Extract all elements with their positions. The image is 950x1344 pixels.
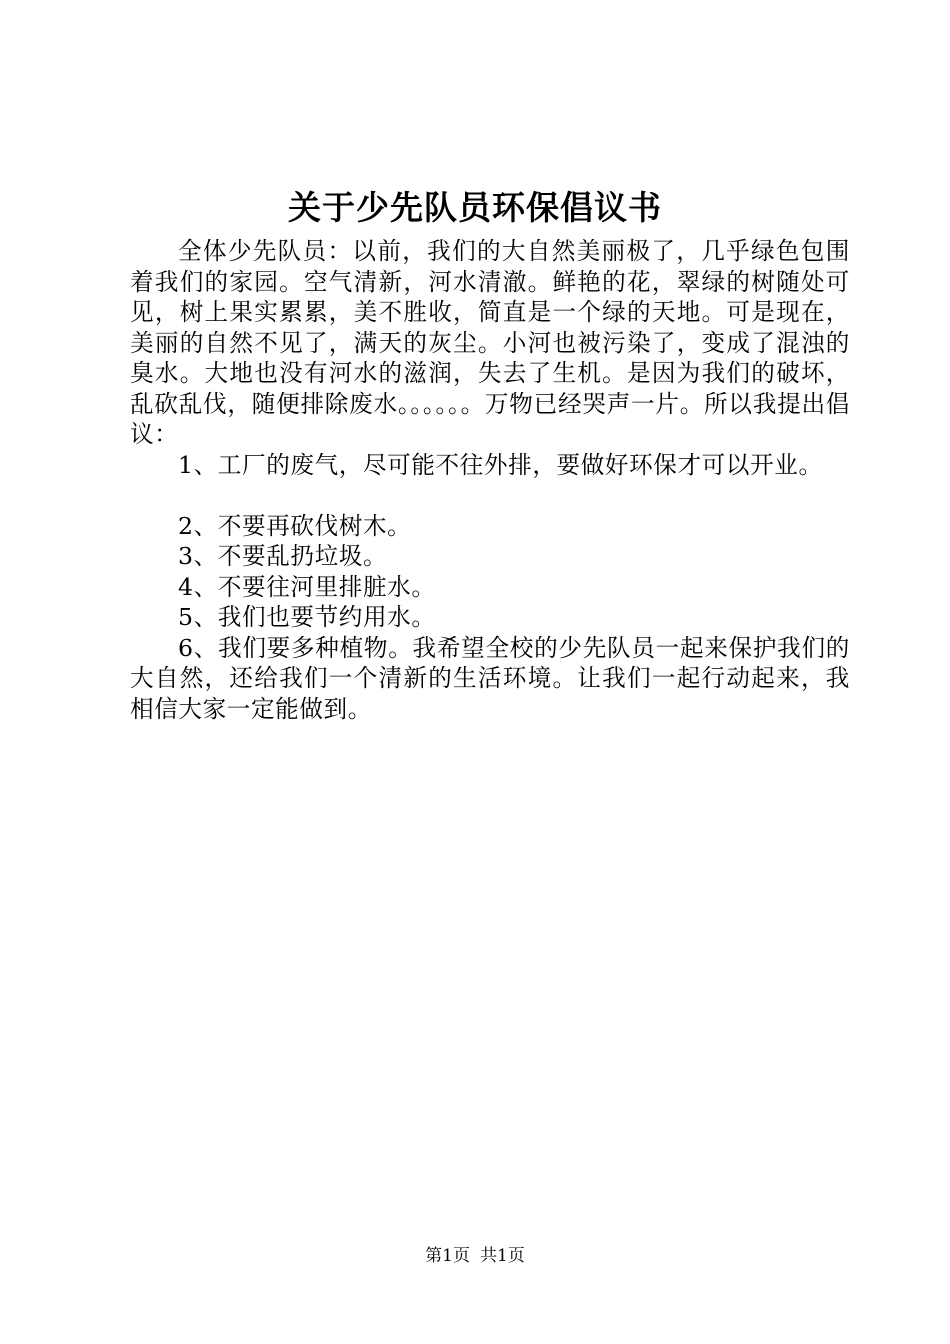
page-total: 共1页 (480, 1246, 525, 1266)
proposal-item-5: 5、我们也要节约用水。 (178, 603, 436, 631)
page-footer (0, 1244, 950, 1268)
document-title: 关于少先队员环保倡议书 (288, 188, 662, 227)
proposal-item-4: 4、不要往河里排脏水。 (178, 572, 436, 601)
intro-paragraph: 全体少先队员：以前，我们的大自然美丽极了，几乎绿色包围着我们的家园。空气清新，河水清澈。鲜艳的花，翠绿的树随处可见，树上果实累累，美不胜收，简直是一个绿的天地。可是现在，美丽的自然不见了，满天的灰尘。小河也被污染了，变成了混浊的臭水。大地也没有河水的滋润，失去了生机。是因为我们的破坏，乱砍乱伐，随便排除废水。。。。。。万物已经哭声一片。所以我提出倡议： (130, 237, 850, 448)
proposal-item-3: 3、不要乱扔垃圾。 (178, 542, 388, 570)
proposal-item-1: 1、工厂的废气，尽可能不往外排，要做好环保才可以开业。 (178, 450, 823, 479)
page-number: 第1页 (425, 1246, 470, 1266)
proposal-item-6: 6、我们要多种植物。我希望全校的少先队员一起来保护我们的大自然，还给我们一个清新的生活环境。让我们一起行动起来，我相信大家一定能做到。 (130, 633, 850, 723)
document-body (130, 236, 850, 724)
proposal-item-2: 2、不要再砍伐树木。 (178, 511, 412, 540)
